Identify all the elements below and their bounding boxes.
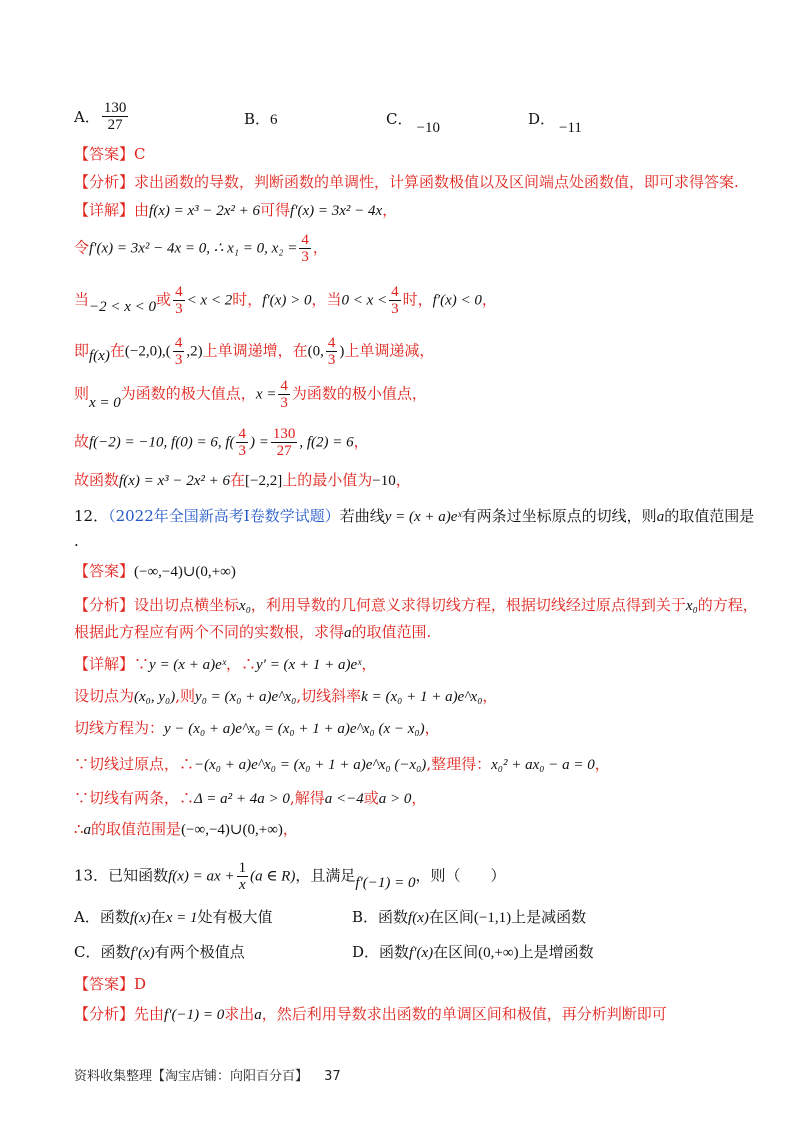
q13-option-b: B．函数f(x)在区间(−1,1)上是减函数 [352, 908, 587, 926]
q11-detail-2: 令f′(x) = 3x² − 4x = 0, ∴ x₁ = 0, x₂ = $\frac{4}{3}$ ， [74, 232, 328, 265]
q13-answer: 【答案】D [74, 975, 147, 993]
q11-detail-6: 故f(−2) = −10, f(0) = 6, f( $\frac{4}{3}$ ) = $\frac{130}{27}$ , f(2) = 6， [74, 426, 369, 459]
question-number: 13． [74, 866, 109, 885]
q11-detail-5: 则x = 0为函数的极大值点，x = $\frac{4}{3}$ 为函数的极小值点， [74, 378, 427, 411]
q11-option-c: C． −10 [386, 110, 440, 136]
q12-detail-5: ∵切线有两条，∴Δ = a² + 4a > 0,解得a <−4或a > 0， [74, 789, 427, 807]
answer-tag: 【答案】 [74, 562, 135, 580]
q12-detail-2: 设切点为(x₀, y₀),则y₀ = (x₀ + a)e^x₀,切线斜率k = (x₀ + 1 + a)e^x₀， [74, 687, 498, 705]
q12-stem: 12．（2022年全国新高考I卷数学试题）若曲线y = (x + a)eˣ有两条过坐标原点的切线，则a的取值范围是 [74, 507, 755, 525]
option-letter: A． [74, 108, 100, 126]
footer-text: 资料收集整理【淘宝店铺：向阳百分百】 [74, 1069, 309, 1084]
q13-option-d: D．函数f′(x)在区间(0,+∞)上是增函数 [352, 943, 594, 961]
page-number: 37 [324, 1069, 341, 1084]
analysis-tag: 【分析】 [74, 173, 135, 191]
answer-tag: 【答案】 [74, 145, 135, 163]
q13-analysis: 【分析】先由f′(−1) = 0求出a，然后利用导数求出函数的单调区间和极值，再分析判断即可 [74, 1005, 667, 1023]
q13-option-c: C．函数f′(x)有两个极值点 [74, 943, 245, 961]
q12-detail-4: ∵切线过原点，∴−(x₀ + a)e^x₀ = (x₀ + 1 + a)e^x₀ (−x₀),整理得：x₀² + ax₀ − a = 0， [74, 755, 610, 773]
question-number: 12． [74, 507, 109, 525]
q12-detail-6: ∴a的取值范围是(−∞,−4)∪(0,+∞)， [74, 820, 298, 838]
q12-analysis-1: 【分析】设出切点横坐标x₀，利用导数的几何意义求得切线方程，根据切线经过原点得到关于x₀的方程， [74, 596, 758, 614]
analysis-tag: 【分析】 [74, 1005, 135, 1023]
detail-tag: 【详解】 [74, 201, 135, 219]
q11-detail-4: 即f(x)在(−2,0),( $\frac{4}{3}$ ,2)上单调递增，在(0, $\frac{4}{3}$ )上单调递减， [74, 335, 435, 368]
q11-option-a [74, 100, 130, 133]
q11-option-d: D． −11 [528, 110, 582, 136]
q11-analysis: 【分析】求出函数的导数，判断函数的单调性，计算函数极值以及区间端点处函数值，即可求得答案. [74, 173, 739, 191]
option-a-fraction: $\frac{130}{27}$ [103, 100, 127, 133]
question-source: （2022年全国新高考I卷数学试题） [108, 507, 340, 525]
q11-answer: 【答案】C [74, 145, 146, 163]
analysis-tag: 【分析】 [74, 596, 135, 614]
q12-stem-blank: . [74, 532, 79, 550]
q11-option-b: B．6 [244, 110, 278, 128]
detail-tag: 【详解】 [74, 655, 135, 673]
q12-detail-3: 切线方程为：y − (x₀ + a)e^x₀ = (x₀ + 1 + a)e^x₀ (x − x₀)， [74, 719, 440, 737]
q11-detail-7: 故函数f(x) = x³ − 2x² + 6在[−2,2]上的最小值为−10， [74, 471, 411, 489]
q13-stem: 13．已知函数f(x) = ax + $\frac{1}{x}$ (a ∈ R)，且满足f′(−1) = 0，则（ ） [74, 860, 506, 893]
q13-option-a: A．函数f(x)在x = 1处有极大值 [74, 908, 273, 926]
answer-tag: 【答案】 [74, 975, 135, 993]
q12-answer: 【答案】(−∞,−4)∪(0,+∞) [74, 562, 236, 580]
q12-analysis-2: 根据此方程应有两个不同的实数根，求得a的取值范围. [74, 623, 432, 641]
q11-detail-1: 【详解】由f(x) = x³ − 2x² + 6可得f′(x) = 3x² − 4x， [74, 201, 398, 219]
q12-detail-1: 【详解】∵y = (x + a)eˣ，∴y′ = (x + 1 + a)eˣ， [74, 655, 377, 673]
page-footer [74, 1065, 341, 1084]
q11-detail-3: 当−2 < x < 0或 $\frac{4}{3}$ < x < 2时，f′(x) > 0，当0 < x < $\frac{4}{3}$ 时，f′(x) < 0， [74, 284, 497, 317]
